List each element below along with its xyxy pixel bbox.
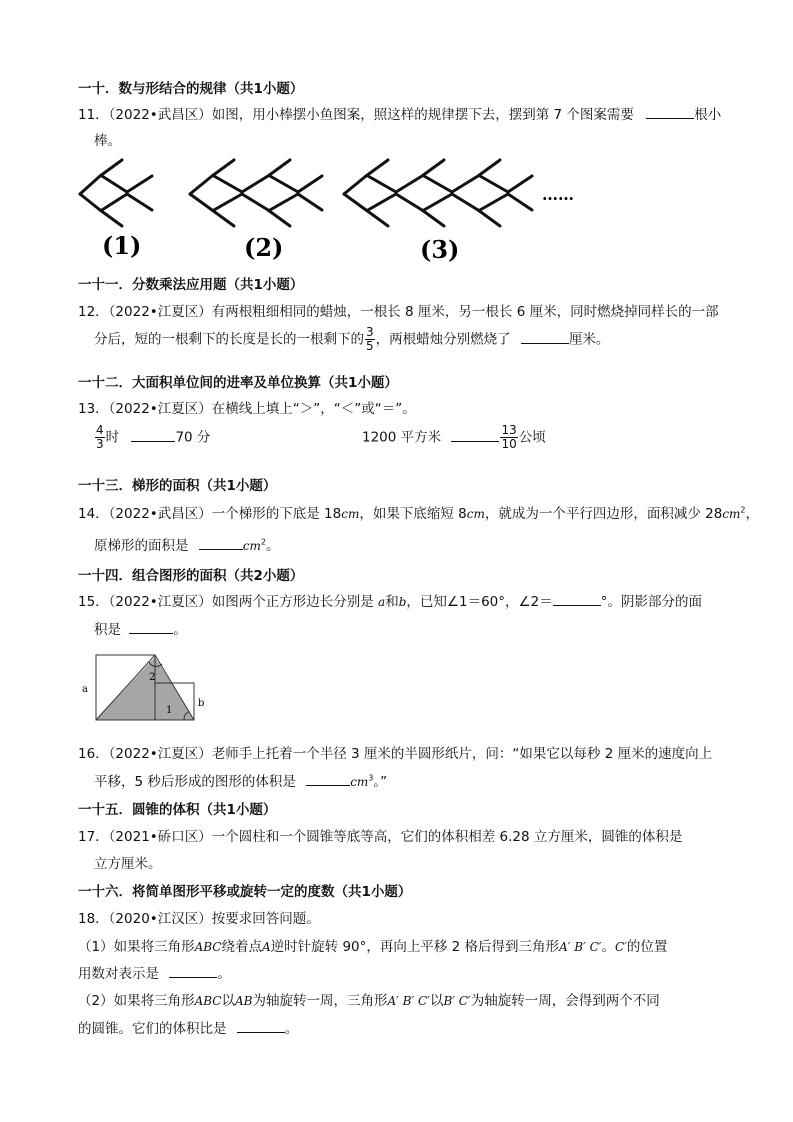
q16-line2	[94, 770, 387, 790]
q18-p2-line2	[78, 1017, 298, 1037]
q14-text-e: 原梯形的面积是	[94, 538, 189, 554]
q13-a-unit: 时	[105, 429, 120, 446]
q13-a-answer-blank[interactable]	[131, 429, 175, 442]
q15-line2	[94, 618, 187, 638]
q11-after-blank: 根小	[694, 107, 722, 123]
q12-text-b: ，两根蜡烛分别燃烧了	[375, 331, 511, 348]
q18-p1-line2	[78, 962, 231, 982]
q12-answer-blank[interactable]	[521, 331, 569, 344]
q18-p2-d: 以	[429, 993, 444, 1009]
label-angle-1: 1	[166, 705, 173, 716]
q16-text-a: 平移，5 秒后形成的图形的体积是	[94, 774, 296, 790]
q14-square-2: 2	[260, 537, 266, 547]
q18-p1-a: （1）如果将三角形	[78, 939, 195, 955]
q18-p1-f: 用数对表示是	[78, 966, 159, 982]
q18-p1-b: 绕着点	[221, 939, 262, 955]
q18-tri2-1: A′ B′ C′	[559, 940, 602, 954]
q11-text: 11．（2022•武昌区）如图，用小棒摆小鱼图案，照这样的规律摆下去，摆到第 7 个图案需要	[78, 107, 634, 123]
section-heading-15: 一十五．圆锥的体积（共1小题）	[78, 802, 277, 818]
q18-point-a: A	[261, 940, 271, 954]
q18-p2-g: 。	[284, 1021, 299, 1037]
q15-area-blank[interactable]	[129, 621, 173, 634]
q13-line1: 13．（2022•江夏区）在横线上填上“＞”，“＜”或“＝”。	[78, 401, 416, 417]
q15-line1	[78, 590, 702, 610]
q14-unit-2: cm	[466, 507, 485, 521]
q18-p2-b: 以	[221, 993, 235, 1009]
q18-p2-answer-blank[interactable]	[237, 1020, 285, 1033]
q18-ab: AB	[234, 994, 253, 1008]
label-a: a	[82, 684, 88, 695]
q18-c2: C′	[615, 940, 627, 954]
q14-unit-1: cm	[341, 507, 360, 521]
q18-tri2-2: A′ B′ C′	[387, 994, 430, 1008]
q14-answer-blank[interactable]	[199, 537, 243, 550]
q12-fraction-numerator: 3	[366, 325, 374, 339]
q15-var-b: b	[398, 595, 407, 609]
q11-line1	[78, 103, 721, 123]
q18-p1-answer-blank[interactable]	[169, 965, 217, 978]
q16-text-b: 。”	[373, 774, 388, 790]
q18-p1-c: 逆时针旋转 90°，再向上平移 2 格后得到三角形	[270, 939, 560, 955]
q13-part-a	[94, 424, 210, 451]
section-heading-12: 一十二．大面积单位间的进率及单位换算（共1小题）	[78, 375, 398, 391]
q18-abc-1: ABC	[194, 940, 222, 954]
q16-line1: 16．（2022•江夏区）老师手上托着一个半径 3 厘米的半圆形纸片，问：“如果它以每秒 2 厘米的速度向上	[78, 746, 713, 762]
q13-b-fraction	[500, 424, 517, 451]
q15-text-b: ，已知∠1＝60°，∠2＝	[406, 594, 553, 610]
q14-text-f: 。	[266, 538, 280, 554]
q13-a-right: 70 分	[175, 429, 211, 446]
two-squares-figure	[78, 650, 218, 726]
section-heading-11: 一十一．分数乘法应用题（共1小题）	[78, 277, 304, 293]
q16-answer-blank[interactable]	[306, 773, 350, 786]
q18-abc-2: ABC	[194, 994, 222, 1008]
label-angle-2: 2	[149, 672, 156, 683]
q13-b-left: 1200 平方米	[362, 429, 442, 446]
q18-bc2: B′ C′	[443, 994, 471, 1008]
section-heading-13: 一十三．梯形的面积（共1小题）	[78, 478, 277, 494]
q15-text-d: 积是	[94, 622, 121, 638]
q18-line1: 18．（2020•江汉区）按要求回答问题。	[78, 911, 320, 927]
q12-line2	[94, 326, 609, 353]
q15-text-e: 。	[173, 622, 187, 638]
q14-text-c: ，就成为一个平行四边形，面积减少 28	[484, 506, 723, 522]
q14-text-a: 14．（2022•武昌区）一个梯形的下底是 18	[78, 506, 342, 522]
q13-b-unit: 公顷	[518, 429, 546, 446]
q17-line1: 17．（2021•硚口区）一个圆柱和一个圆锥等底等高，它们的体积相差 6.28 立方厘米，圆锥的体积是	[78, 829, 683, 845]
q13-a-denominator: 3	[96, 437, 104, 451]
q13-b-answer-blank[interactable]	[451, 429, 499, 442]
q18-p1-line1	[78, 935, 667, 955]
q14-text-b: ，如果下底缩短 8	[359, 506, 467, 522]
q14-line1	[78, 502, 759, 522]
q12-text-a: 分后，短的一根剩下的长度是长的一根剩下的	[94, 331, 364, 348]
fish-label-3: (3)	[420, 235, 460, 264]
q18-p2-e: 为轴旋转一周，会得到两个不同	[470, 993, 660, 1009]
q16-unit: cm	[350, 775, 369, 789]
q13-a-fraction	[95, 424, 105, 451]
q18-p2-a: （2）如果将三角形	[78, 993, 195, 1009]
fish-label-2: (2)	[244, 233, 284, 262]
q18-p2-f: 的圆锥。它们的体积比是	[78, 1021, 227, 1037]
q15-angle-blank[interactable]	[553, 593, 601, 606]
q13-b-numerator: 13	[501, 423, 517, 437]
q18-p1-g: 。	[217, 966, 231, 982]
section-heading-16: 一十六．将简单图形平移或旋转一定的度数（共1小题）	[78, 884, 412, 900]
label-b: b	[198, 698, 205, 709]
q11-line2: 棒。	[94, 133, 121, 149]
q13-b-denominator: 10	[501, 437, 517, 451]
fish-continuation-dots: ……	[542, 185, 574, 204]
fish-pattern-figure	[72, 152, 612, 264]
q16-cube: 3	[368, 773, 374, 783]
fish-label-1: (1)	[102, 231, 142, 260]
q17-line2: 立方厘米。	[94, 856, 162, 872]
q12-fraction	[365, 326, 375, 353]
q12-text-c: 厘米。	[568, 331, 610, 348]
q15-and: 和	[385, 594, 399, 610]
q14-square-1: 2	[740, 505, 746, 515]
q14-text-d: ，	[745, 506, 760, 522]
q12-line1: 12．（2022•江夏区）有两根粗细相同的蜡烛，一根长 8 厘米，另一根长 6 厘米，同时燃烧掉同样长的一部	[78, 304, 719, 320]
q13-part-b	[362, 424, 546, 451]
fish-pattern-3	[344, 160, 532, 226]
q18-p1-d: 。	[601, 939, 616, 955]
fish-pattern-2	[190, 160, 322, 226]
q18-p1-e: 的位置	[626, 939, 668, 955]
q14-unit-4: cm	[242, 539, 261, 553]
q18-p2-line1	[78, 989, 660, 1009]
q15-var-a: a	[378, 595, 386, 609]
q15-text-a: 15．（2022•江夏区）如图两个正方形边长分别是	[78, 594, 374, 610]
section-heading-14: 一十四．组合图形的面积（共2小题）	[78, 568, 304, 584]
q14-line2	[94, 534, 280, 554]
q15-text-c: °。阴影部分的面	[600, 594, 702, 610]
q13-a-numerator: 4	[96, 423, 104, 437]
q18-p2-c: 为轴旋转一周，三角形	[252, 993, 388, 1009]
q14-unit-3: cm	[722, 507, 741, 521]
q12-fraction-denominator: 5	[366, 339, 374, 353]
q11-answer-blank[interactable]	[646, 106, 694, 119]
section-heading-10: 一十．数与形结合的规律（共1小题）	[78, 81, 304, 97]
fish-pattern-1	[80, 160, 152, 226]
